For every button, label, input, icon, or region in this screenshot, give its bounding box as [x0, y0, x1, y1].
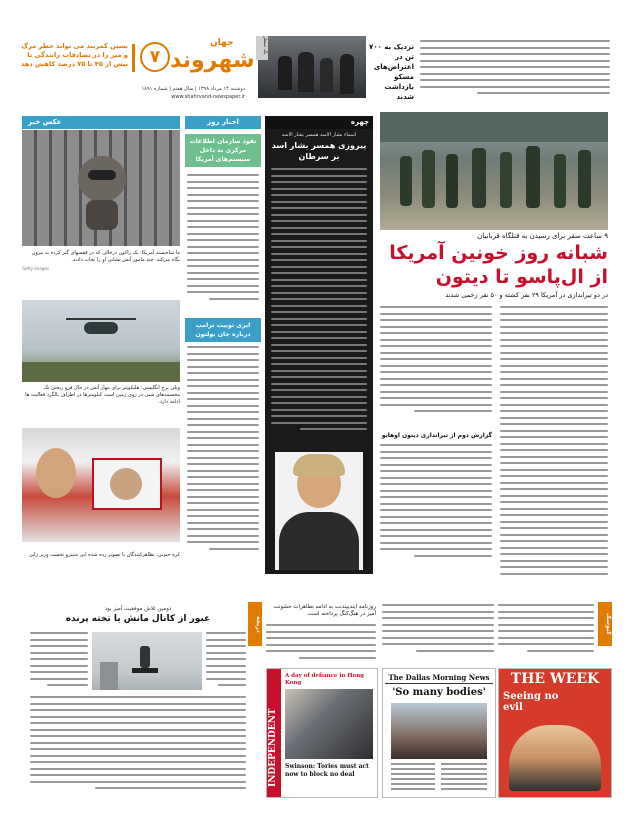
main-story-col-left-2	[380, 444, 492, 576]
page-number: ۷	[140, 42, 170, 72]
masthead-website: www.shahrvand-newspaper.ir	[171, 94, 245, 100]
independent-cover	[266, 668, 378, 798]
face-section-kicker: اسماء بشار الاسد همسر بشار الاسد	[281, 132, 357, 138]
top-news-text	[420, 40, 610, 98]
face-section-headline: پیروزی همسر بشار اسد بر سرطان	[271, 141, 367, 161]
face-section-text	[271, 168, 367, 448]
asma-assad-portrait	[275, 452, 363, 570]
flyboard-photo	[92, 632, 202, 690]
bottom-left-kicker: دومین تلاش موفقیت آمیز بود	[104, 606, 172, 612]
news-column-label: اخبار روز	[185, 116, 261, 129]
main-story-headline-2: از ال‌پاسو تا دیتون	[435, 266, 608, 288]
bottom-center-right-text	[382, 604, 494, 660]
independent-subhead: Swinson: Tories must act now to block no deal	[285, 763, 369, 778]
bottom-right-label: کیوسک	[598, 602, 612, 646]
the-week-masthead: THE WEEK	[510, 671, 600, 687]
bottom-left-col-left	[30, 632, 88, 690]
photo-news-label: عکس خبر	[22, 116, 180, 129]
brand-logo: شهروند	[170, 48, 255, 73]
independent-headline: A day of defiance in Hong Kong	[285, 673, 365, 686]
brand-small: جهان	[210, 38, 234, 48]
photo-news-cap2: ویلی برج انگلیسی: هلیکوپتر برای مهار آتش در حال فرو ریختن یک مجسمه‌های شنی در روی زمین است کیلومترها در اطراف بالگرد فعالیت ها ادامه دارد.	[25, 385, 180, 405]
top-news-headline: نزدیک به ۷۰۰ تن در اعتراض‌های مسکو بازداشت شدند	[369, 43, 414, 101]
bottom-right-text	[498, 604, 594, 660]
news-item2-title: ابری توییت ترامپ درباره جان بولتون	[185, 318, 261, 342]
photo-news-cap3: کره جنوبی: تظاهرکنندگان با تصویر زده شده ابی شینزو نخست وزیر ژاپن	[28, 552, 180, 558]
masthead-promo-text: بستن کمربند می تواند خطر مرگ و میر را در تصادفات رانندگی تا بیش از ۴۵ تا ۷۵ درصد کاهش دهد	[20, 42, 128, 68]
photo-news-credit1: Getty Images	[22, 266, 49, 271]
masthead-dateline: دوشنبه ۱۴ مرداد ۱۳۹۸ | سال هفتم | شماره ۱۸۹۱	[141, 86, 245, 92]
dallas-headline: 'So many bodies'	[392, 687, 486, 698]
bottom-left-label: دریچه	[248, 602, 262, 646]
bottom-center-lead: روزنامه ایندیپندنت به ادامه تظاهرات خشونت آمیز در هنگ‌کنگ پرداخته است.	[273, 604, 376, 617]
helicopter-photo	[22, 300, 180, 382]
main-story-headline-1: شبانه روز خونین آمریکا	[389, 242, 608, 264]
bottom-left-col-right	[206, 632, 246, 690]
main-story-col-left	[380, 306, 492, 426]
face-section-label: چهره	[265, 116, 373, 129]
the-week-headline: Seeing no evil	[503, 691, 559, 713]
masthead-bullet-icon	[132, 44, 135, 72]
top-news-tag: یک سطر	[256, 36, 268, 60]
bottom-center-text	[266, 624, 376, 664]
el-paso-police-photo	[380, 112, 608, 230]
raccoon-photo	[22, 130, 180, 246]
masthead	[20, 36, 255, 111]
bottom-left-text	[30, 696, 246, 796]
news-item2-text	[187, 346, 259, 574]
korea-protest-photo	[22, 428, 180, 542]
moscow-protest-photo	[258, 36, 366, 98]
bottom-left-headline: عبور از کانال مانش با تخته پرنده	[65, 614, 211, 624]
dallas-masthead: The Dallas Morning News	[388, 673, 490, 682]
masthead-promo	[20, 42, 128, 69]
photo-news-cap1: ما شاه‌پسند آمریکا: یک راکون درحالی که در قفسهای گیر کرده به بیرون نگاه می‌کند. چند مامور آتش نشانی او را نجات دادند.	[31, 250, 180, 263]
independent-masthead: INDEPENDENT	[268, 708, 278, 787]
the-week-cover	[498, 668, 612, 798]
news-item1-title: نفوذ سازمان اطلاعات مرکزی به داخل سیستم‌های آمریکا	[185, 134, 261, 167]
main-story-subhead: در دو تیراندازی در آمریکا ۲۹ نفر کشته و ۵۰ نفر زخمی شدند	[445, 291, 608, 299]
news-item1-text	[187, 174, 259, 314]
main-story-crosshead: گزارش دوم از تیراندازی دیتون اوهایو	[381, 432, 492, 439]
dallas-cover	[382, 668, 496, 798]
main-story-col-right	[500, 306, 608, 576]
main-story-kicker: ۹ ساعت سفر برای رسیدن به قتلگاه قربانیان	[477, 232, 608, 240]
